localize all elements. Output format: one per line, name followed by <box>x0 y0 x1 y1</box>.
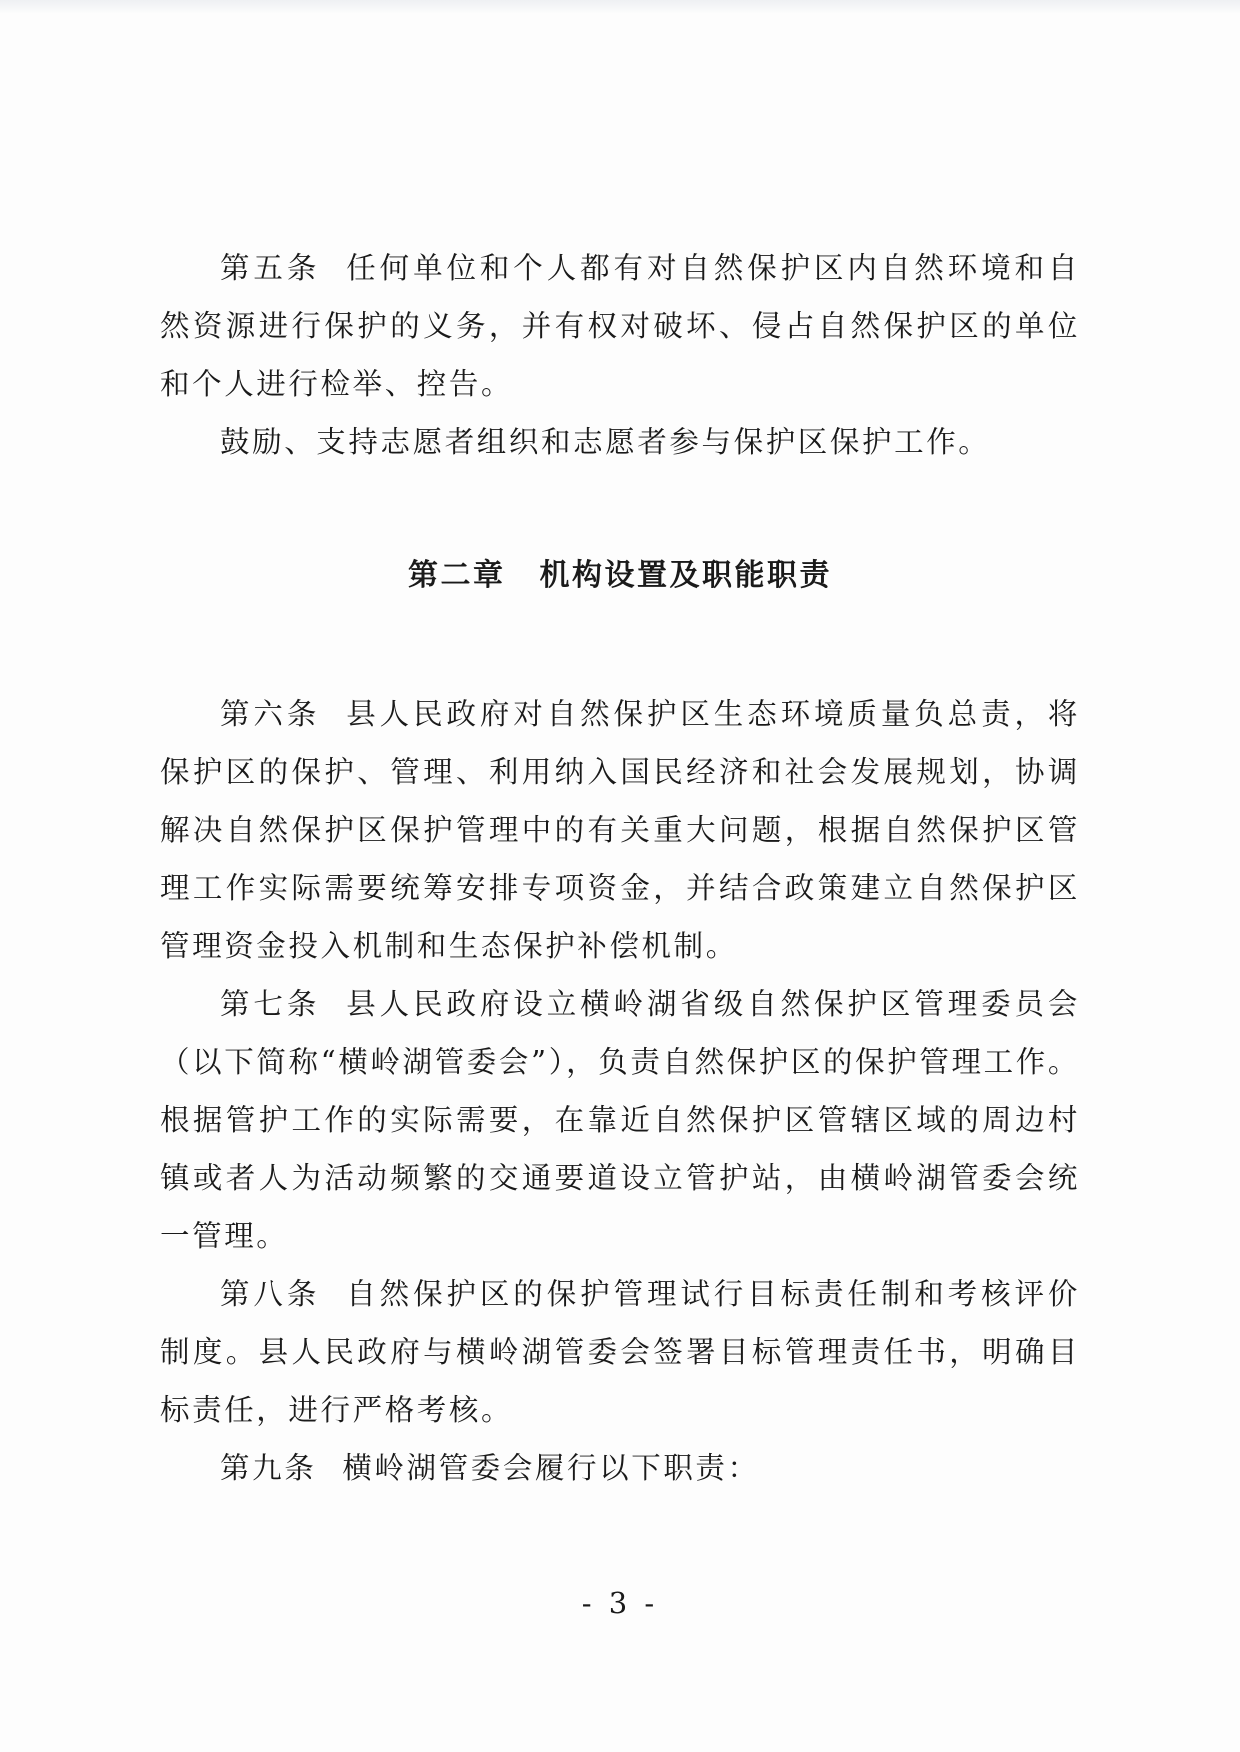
paragraph-volunteers: 鼓励、支持志愿者组织和志愿者参与保护区保护工作。 <box>220 425 991 459</box>
article-number: 第七条 <box>220 987 321 1021</box>
article-text: 任何单位和个人都有对自然保护区内自然环境和自然资源进行保护的义务，并有权对破坏、侵占自然保护区的单位和个人进行检举、控告。 <box>160 251 1080 401</box>
article-text: 县人民政府设立横岭湖省级自然保护区管理委员会（以下简称“横岭湖管委会”），负责自然保护区的保护管理工作。根据管护工作的实际需要，在靠近自然保护区管辖区域的周边村镇或者人为活动频繁的交通要道设立管护站，由横岭湖管委会统一管理。 <box>160 987 1080 1253</box>
chapter-number: 第二章 <box>408 558 506 593</box>
article-7 <box>160 975 1080 1265</box>
article-number: 第六条 <box>220 697 321 731</box>
text-block-chapter-one-end <box>160 239 1080 471</box>
article-number: 第八条 <box>220 1277 321 1311</box>
article-9 <box>160 1439 1080 1497</box>
article-text: 自然保护区的保护管理试行目标责任制和考核评价制度。县人民政府与横岭湖管委会签署目标管理责任书，明确目标责任，进行严格考核。 <box>160 1277 1080 1427</box>
article-6 <box>160 685 1080 975</box>
article-text: 县人民政府对自然保护区生态环境质量负总责，将保护区的保护、管理、利用纳入国民经济和社会发展规划，协调解决自然保护区保护管理中的有关重大问题，根据自然保护区管理工作实际需要统筹安排专项资金，并结合政策建立自然保护区管理资金投入机制和生态保护补偿机制。 <box>160 697 1080 963</box>
article-8 <box>160 1265 1080 1439</box>
scan-edge-shadow <box>0 0 1240 14</box>
text-block-chapter-two <box>160 685 1080 1497</box>
chapter-title: 机构设置及职能职责 <box>539 558 832 593</box>
article-text: 横岭湖管委会履行以下职责： <box>342 1451 760 1485</box>
article-5 <box>160 239 1080 413</box>
article-number: 第九条 <box>220 1451 317 1485</box>
article-number: 第五条 <box>220 251 321 285</box>
chapter-heading <box>0 556 1240 596</box>
page-number: - 3 - <box>581 1586 659 1620</box>
